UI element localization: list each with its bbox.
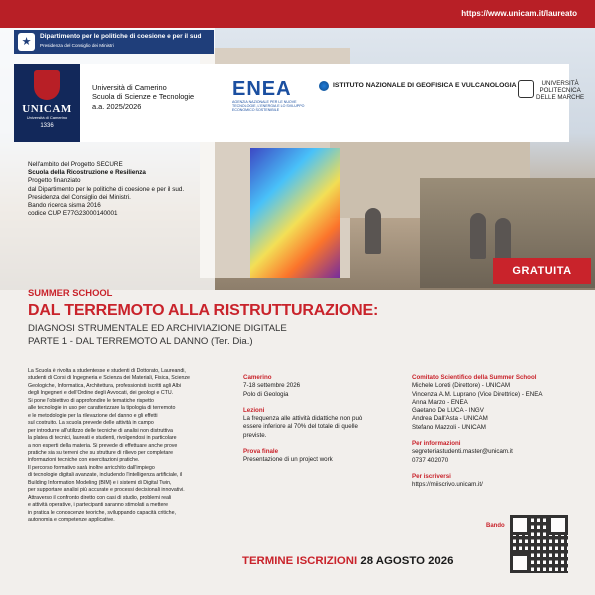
- committee-member: Stefano Mazzoli - UNICAM: [412, 423, 486, 431]
- enea-logo: ENEA: [232, 78, 292, 100]
- course-venue: Polo di Geologia: [243, 390, 289, 398]
- description-line: studenti di Corsi di Ingegneria e Scienza dei Materiali, Fisica, Scienze: [28, 375, 190, 382]
- description-line: autonomia e competenze applicative.: [28, 517, 115, 524]
- lessons-label: Lezioni: [243, 406, 265, 414]
- univpm-line: POLITECNICA: [539, 87, 581, 95]
- free-badge: GRATUITA: [493, 258, 591, 284]
- qr-finder: [510, 515, 530, 535]
- univpm-logo-text: [536, 80, 584, 102]
- committee-member: Gaetano De LUCA - INGV: [412, 407, 484, 415]
- project-info: [28, 161, 184, 218]
- academic-year: a.a. 2025/2026: [92, 101, 142, 111]
- school-name: Scuola di Scienze e Tecnologie: [92, 92, 195, 102]
- project-line: Scuola della Ricostruzione e Resilienza: [28, 169, 146, 177]
- place-label: Camerino: [243, 374, 272, 381]
- description-line: in pratica le conoscenze teoriche, sviluppando capacità critiche,: [28, 509, 176, 516]
- unicam-logo-name: UNICAM: [22, 103, 72, 115]
- thermal-scan-overlay: [250, 148, 340, 278]
- deadline: [242, 555, 453, 567]
- project-line: dal Dipartimento per le politiche di coesione e per il sud.: [28, 185, 185, 193]
- subtitle-line: DIAGNOSI STRUMENTALE ED ARCHIVIAZIONE DIGITALE: [28, 323, 287, 334]
- description-line: sul costruito. La scuola prevede delle attività in campo: [28, 420, 154, 427]
- enea-subtitle: AGENZIA NAZIONALE PER LE NUOVE TECNOLOGIE, L'ENERGIA E LO SVILUPPO ECONOMICO SOSTENIBILE: [232, 100, 305, 112]
- univpm-line: UNIVERSITÀ: [541, 80, 579, 87]
- course-info-column: [243, 374, 403, 465]
- description-line: Geologiche, Informatica, Architettura, professionisti iscritti agli Albi: [28, 382, 181, 389]
- description-line: a non esperti della materia. Si prevede di effettuare anche prove: [28, 442, 178, 449]
- unicam-logo-subtitle: Università di Camerino: [26, 115, 68, 120]
- description-line: degli Ingegneri e dell'Ordine degli Avvocati, dei geologi e CTU.: [28, 390, 174, 397]
- final-exam-text: Presentazione di un project work: [243, 456, 333, 464]
- description-line: alle tecnologie in uso per caratterizzare la tipologia di terremoto: [28, 405, 176, 412]
- description-line: per introdurre all'utilizzo delle tecniche di analisi non distruttiva: [28, 427, 173, 434]
- enroll-link[interactable]: https://miiscrivo.unicam.it/: [412, 481, 483, 489]
- university-name: Università di Camerino: [92, 83, 167, 92]
- italian-republic-emblem-icon: ★: [18, 33, 35, 51]
- subtitle-block: [28, 323, 287, 348]
- project-line: Presidenza del Consiglio dei Ministri.: [28, 193, 131, 201]
- description-line: pratiche sia su terreni che su strutture di rilievo per completare: [28, 449, 174, 456]
- course-dates: 7-18 settembre 2026: [243, 382, 301, 390]
- committee-column: [412, 374, 582, 490]
- project-line: Bando ricerca sisma 2016: [28, 202, 101, 210]
- description-line: e le metodologie per la rilevazione del danno e gli effetti: [28, 412, 158, 419]
- contact-email-link[interactable]: segreteriastudenti.master@unicam.it: [412, 448, 513, 456]
- main-title: DAL TERREMOTO ALLA RISTRUTTURAZIONE:: [28, 302, 379, 319]
- description-line: Building Information Modeling (BIM) e i sistemi di Digital Twin,: [28, 479, 172, 486]
- committee-member: Andrea Dall'Asta - UNICAM: [412, 415, 488, 423]
- description-paragraph: [28, 368, 233, 525]
- univpm-line: DELLE MARCHE: [536, 94, 585, 102]
- lessons-text: La frequenza alle attività didattiche non può: [243, 415, 363, 423]
- qr-code-icon[interactable]: [510, 515, 568, 573]
- unicam-logo: [14, 64, 80, 142]
- description-line: informazioni tecniche con esercitazioni pratiche.: [28, 457, 140, 464]
- university-info: [92, 83, 194, 111]
- technician-figure: [365, 208, 381, 254]
- contact-phone: 0737 402070: [412, 456, 449, 464]
- unicam-logo-year: 1336: [40, 123, 54, 129]
- contact-label: Per informazioni: [412, 440, 461, 448]
- qr-finder: [548, 515, 568, 535]
- unicam-crest-icon: [34, 70, 60, 100]
- description-line: La Scuola è rivolta a studentesse e studenti di Dottorato, Laureandi,: [28, 368, 186, 374]
- description-line: per supportare analisi più accurate e processi decisionali innovativi.: [28, 487, 185, 494]
- ingv-globe-icon: [319, 81, 329, 91]
- lessons-text: essere inferiore al 70% del totale di quelle: [243, 423, 358, 431]
- government-banner: [14, 30, 214, 54]
- project-line: Nell'ambito del Progetto SECURE: [28, 161, 123, 168]
- project-line: Progetto finanziato: [28, 177, 81, 185]
- bando-label: Bando: [486, 523, 505, 529]
- description-line: e attività operative, i partecipanti saranno stimolati a mettere: [28, 502, 169, 509]
- summer-school-label: SUMMER SCHOOL: [28, 287, 113, 298]
- project-line: codice CUP E77G23000140001: [28, 210, 118, 218]
- header-url-link[interactable]: https://www.unicam.it/laureato: [461, 9, 577, 18]
- committee-members: [412, 382, 582, 432]
- final-exam-label: Prova finale: [243, 448, 279, 456]
- description-line: Il percorso formativo sarà inoltre arricchito dall'impiego: [28, 464, 155, 471]
- presidency-name: Presidenza del Consiglio dei Ministri: [40, 43, 114, 48]
- deadline-date: 28 AGOSTO 2026: [360, 555, 454, 567]
- committee-label: Comitato Scientifico della Summer School: [412, 374, 537, 381]
- description-line: di tecnologie digitali avanzate, includendo l'intelligenza artificiale, il: [28, 472, 183, 479]
- ingv-logo-text: ISTITUTO NAZIONALE DI GEOFISICA E VULCANOLOGIA: [333, 82, 517, 89]
- top-bar: [0, 0, 595, 28]
- description-line: Si pone l'obiettivo di approfondire le tematiche rispetto: [28, 397, 154, 404]
- description-line: Attraverso il confronto diretto con casi di studio, problemi reali: [28, 494, 172, 501]
- deadline-label: TERMINE ISCRIZIONI: [242, 555, 358, 567]
- univpm-crest-icon: [518, 80, 534, 98]
- committee-member: Anna Marzo - ENEA: [412, 398, 468, 406]
- committee-member: Michele Loreti (Direttore) - UNICAM: [412, 382, 510, 390]
- qr-finder: [510, 553, 530, 573]
- committee-member: Vincenza A.M. Luprano (Vice Direttrice) - ENEA: [412, 390, 543, 398]
- lessons-text: previste.: [243, 431, 267, 439]
- enroll-label: Per iscriversi: [412, 472, 451, 480]
- technician-figure: [470, 213, 486, 259]
- description-line: la platea di tecnici, laureati e studenti, rivolgendosi in particolare: [28, 435, 177, 442]
- subtitle-line: PARTE 1 - DAL TERREMOTO AL DANNO (Ter. Dia.): [28, 335, 253, 347]
- department-name: Dipartimento per le politiche di coesione e per il sud: [40, 33, 202, 40]
